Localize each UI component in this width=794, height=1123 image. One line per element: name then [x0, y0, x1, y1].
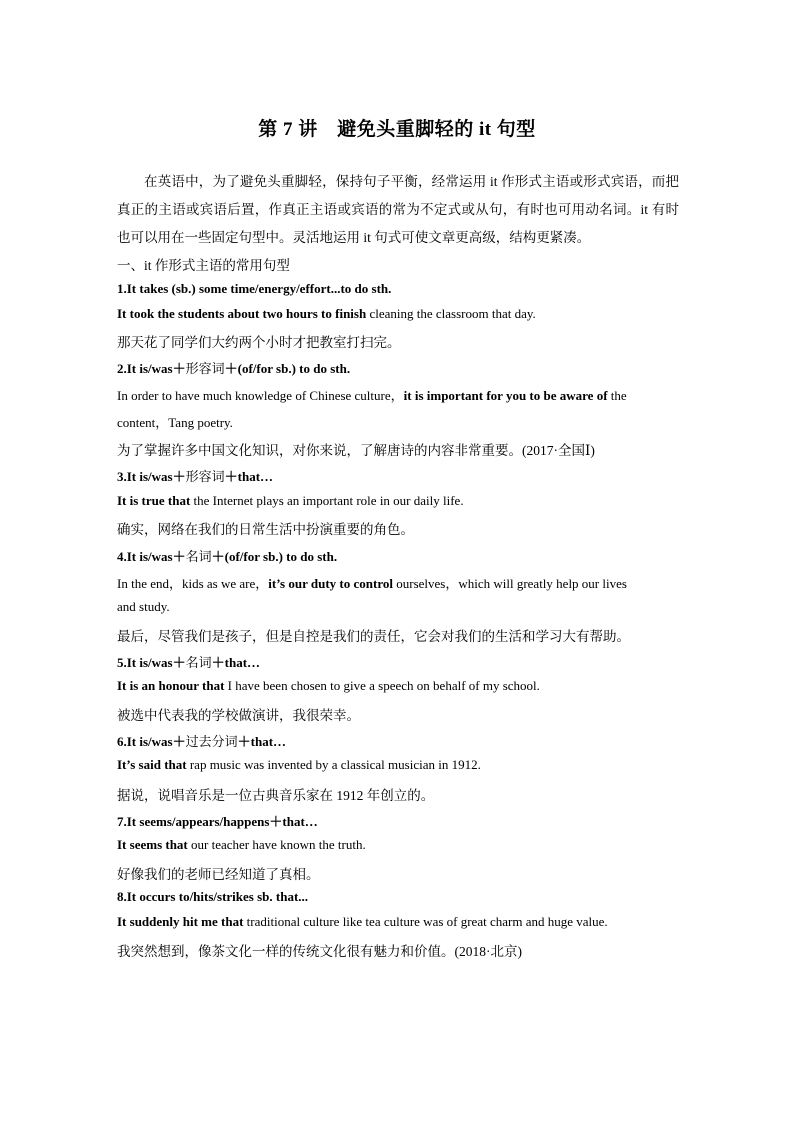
example-4: In the end，kids as we are，it’s our duty to control ourselves，which will greatly help our lives	[117, 576, 627, 591]
example-2: In order to have much knowledge of Chinese culture，it is important for you to be aware of the	[117, 388, 627, 403]
pattern-7: 7.It seems/appears/happens＋that…	[117, 814, 318, 829]
example-7: It seems that our teacher have known the truth.	[117, 837, 366, 852]
intro-paragraph: 在英语中，为了避免头重脚轻，保持句子平衡，经常运用 it 作形式主语或形式宾语，而把真正的主语或宾语后置，作真正主语或宾语的常为不定式或从句，有时也可用动名词。it 有时也可以用在一些固定句型中。灵活地运用 it 句式可使文章更高级，结构更紧凑。	[117, 174, 679, 245]
pattern-4: 4.It is/was＋名词＋(of/for sb.) to do sth.	[117, 549, 338, 564]
pattern-6: 6.It is/was＋过去分词＋that…	[117, 734, 287, 749]
example-8: It suddenly hit me that traditional culture like tea culture was of great charm and huge value.	[117, 914, 608, 929]
pattern-3: 3.It is/was＋形容词＋that…	[117, 469, 274, 484]
translation-6: 据说，说唱音乐是一位古典音乐家在 1912 年创立的。	[117, 788, 435, 803]
example-6: It’s said that rap music was invented by a classical musician in 1912.	[117, 757, 481, 772]
translation-3: 确实，网络在我们的日常生活中扮演重要的角色。	[117, 522, 414, 537]
pattern-1: 1.It takes (sb.) some time/energy/effort...to do sth.	[117, 281, 392, 296]
pattern-5: 5.It is/was＋名词＋that…	[117, 655, 261, 670]
translation-2: 为了掌握许多中国文化知识，对你来说，了解唐诗的内容非常重要。(2017·全国Ⅰ)	[117, 443, 595, 458]
translation-1: 那天花了同学们大约两个小时才把教室打扫完。	[117, 335, 401, 350]
example-1: It took the students about two hours to finish cleaning the classroom that day.	[117, 306, 536, 321]
pattern-2: 2.It is/was＋形容词＋(of/for sb.) to do sth.	[117, 361, 351, 376]
example-5: It is an honour that I have been chosen to give a speech on behalf of my school.	[117, 678, 540, 693]
section-heading: 一、it 作形式主语的常用句型	[117, 258, 290, 273]
translation-8: 我突然想到，像茶文化一样的传统文化很有魅力和价值。(2018·北京)	[117, 944, 522, 959]
page-title: 第 7 讲 避免头重脚轻的 it 句型	[258, 119, 536, 140]
example-2-cont: content，Tang poetry.	[117, 415, 233, 430]
translation-4: 最后，尽管我们是孩子，但是自控是我们的责任，它会对我们的生活和学习大有帮助。	[117, 629, 630, 644]
pattern-8: 8.It occurs to/hits/strikes sb. that...	[117, 889, 309, 904]
translation-5: 被选中代表我的学校做演讲，我很荣幸。	[117, 708, 360, 723]
example-4-cont: and study.	[117, 599, 170, 614]
translation-7: 好像我们的老师已经知道了真相。	[117, 867, 320, 882]
example-3: It is true that the Internet plays an important role in our daily life.	[117, 493, 464, 508]
